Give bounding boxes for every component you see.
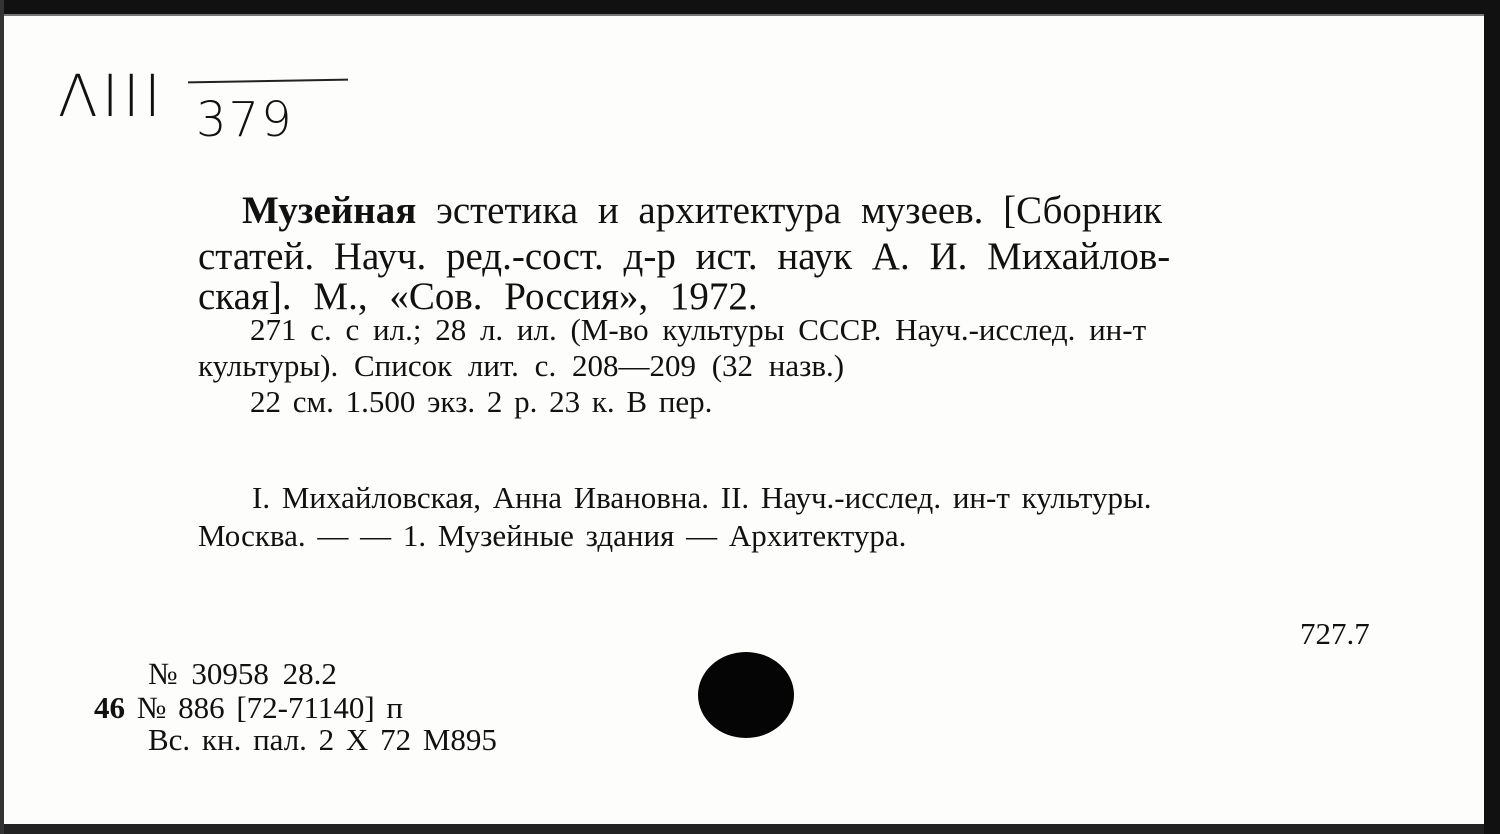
entry-heading: Музейная <box>242 189 417 232</box>
card-right-edge <box>1484 0 1500 834</box>
accession-prefix: 46 <box>94 690 125 725</box>
card-left-edge <box>0 0 4 834</box>
card-top-edge <box>0 0 1500 22</box>
call-number: 379 <box>196 92 294 148</box>
entry-line-3: ская]. М., «Сов. Россия», 1972. <box>198 275 758 318</box>
card-bottom-edge <box>0 820 1500 834</box>
entry-line-8: Москва. — — 1. Музейные здания — Архитектура. <box>198 518 907 553</box>
punch-hole <box>698 652 794 738</box>
accession-number: № 886 [72-71140] п <box>136 690 403 725</box>
classification-number: 727.7 <box>1300 616 1370 651</box>
entry-line-5: культуры). Список лит. с. 208—209 (32 назв.) <box>198 348 845 383</box>
entry-line-4: 271 с. с ил.; 28 л. ил. (М-во культуры СССР. Науч.-исслед. ин-т <box>250 312 1147 347</box>
call-mark: ΛIII <box>58 62 165 130</box>
entry-line-1 <box>242 188 1422 233</box>
accession-line-2 <box>94 690 403 726</box>
call-number-line <box>188 79 348 84</box>
accession-line-3: Вс. кн. пал. 2 X 72 M895 <box>148 722 497 757</box>
entry-line-6: 22 см. 1.500 экз. 2 р. 23 к. В пер. <box>250 384 713 419</box>
entry-line-2: статей. Науч. ред.-сост. д-р ист. наук А. И. Михайлов- <box>198 235 1171 278</box>
entry-title-rest: эстетика и архитектура музеев. [Сборник <box>436 189 1163 232</box>
accession-line-1: № 30958 28.2 <box>148 656 337 691</box>
entry-line-7: I. Михайловская, Анна Ивановна. II. Науч.-исслед. ин-т культуры. <box>252 480 1152 515</box>
